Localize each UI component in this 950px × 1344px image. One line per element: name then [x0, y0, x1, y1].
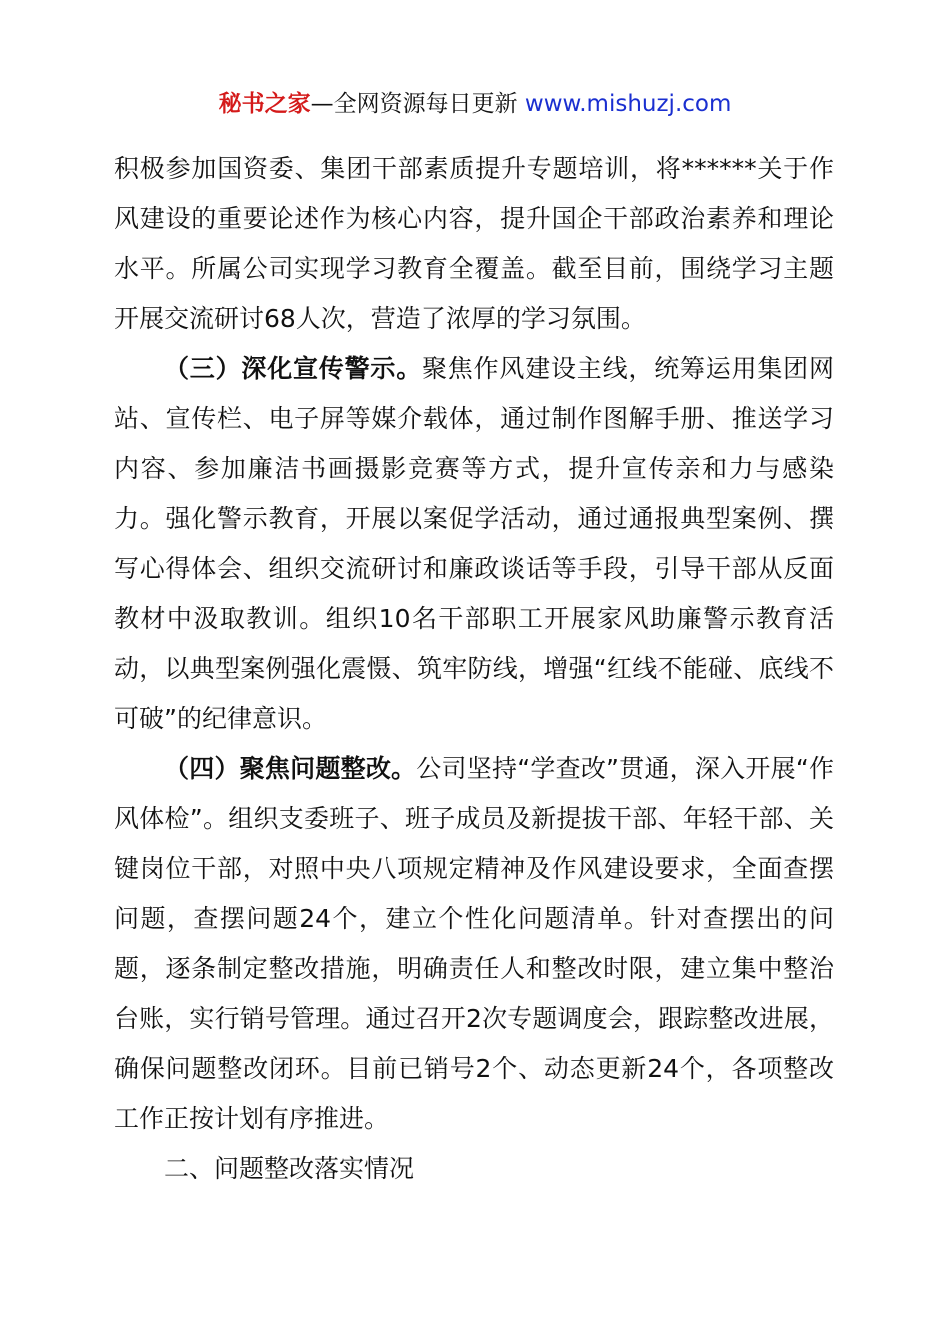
site-url: www.mishuzj.com	[524, 91, 732, 117]
brand-name: 秘书之家	[218, 91, 311, 117]
paragraph-text: 公司坚持“学查改”贯通，深入开展“作风体检”。组织支委班子、班子成员及新提拔干部、年轻干部、关键岗位干部，对照中央八项规定精神及作风建设要求，全面查摆问题，查摆问题24个，建立个性化问题清单。针对查摆出的问题，逐条制定整改措施，明确责任人和整改时限，建立集中整治台账，实行销号管理。通过召开2次专题调度会，跟踪整改进展，确保问题整改闭环。目前已销号2个、动态更新24个，各项整改工作正按计划有序推进。	[114, 754, 834, 1133]
paragraph-text: 积极参加国资委、集团干部素质提升专题培训，将******关于作风建设的重要论述作为核心内容，提升国企干部政治素养和理论水平。所属公司实现学习教育全覆盖。截至目前，围绕学习主题开展交流研讨68人次，营造了浓厚的学习氛围。	[114, 154, 834, 333]
section-title-2	[114, 1144, 834, 1194]
paragraph-section-3	[114, 344, 834, 744]
paragraph-text: 二、问题整改落实情况	[164, 1154, 415, 1183]
site-header	[0, 86, 950, 122]
section-heading: （三）深化宣传警示。	[164, 354, 422, 383]
section-heading: （四）聚焦问题整改。	[164, 754, 417, 783]
header-tagline: —全网资源每日更新	[310, 91, 525, 117]
document-body	[114, 144, 834, 1194]
paragraph-text: 聚焦作风建设主线，统筹运用集团网站、宣传栏、电子屏等媒介载体，通过制作图解手册、推送学习内容、参加廉洁书画摄影竞赛等方式，提升宣传亲和力与感染力。强化警示教育，开展以案促学活动，通过通报典型案例、撰写心得体会、组织交流研讨和廉政谈话等手段，引导干部从反面教材中汲取教训。组织10名干部职工开展家风助廉警示教育活动，以典型案例强化震慑、筑牢防线，增强“红线不能碰、底线不可破”的纪律意识。	[114, 354, 834, 733]
paragraph-section-4	[114, 744, 834, 1144]
paragraph-continued	[114, 144, 834, 344]
